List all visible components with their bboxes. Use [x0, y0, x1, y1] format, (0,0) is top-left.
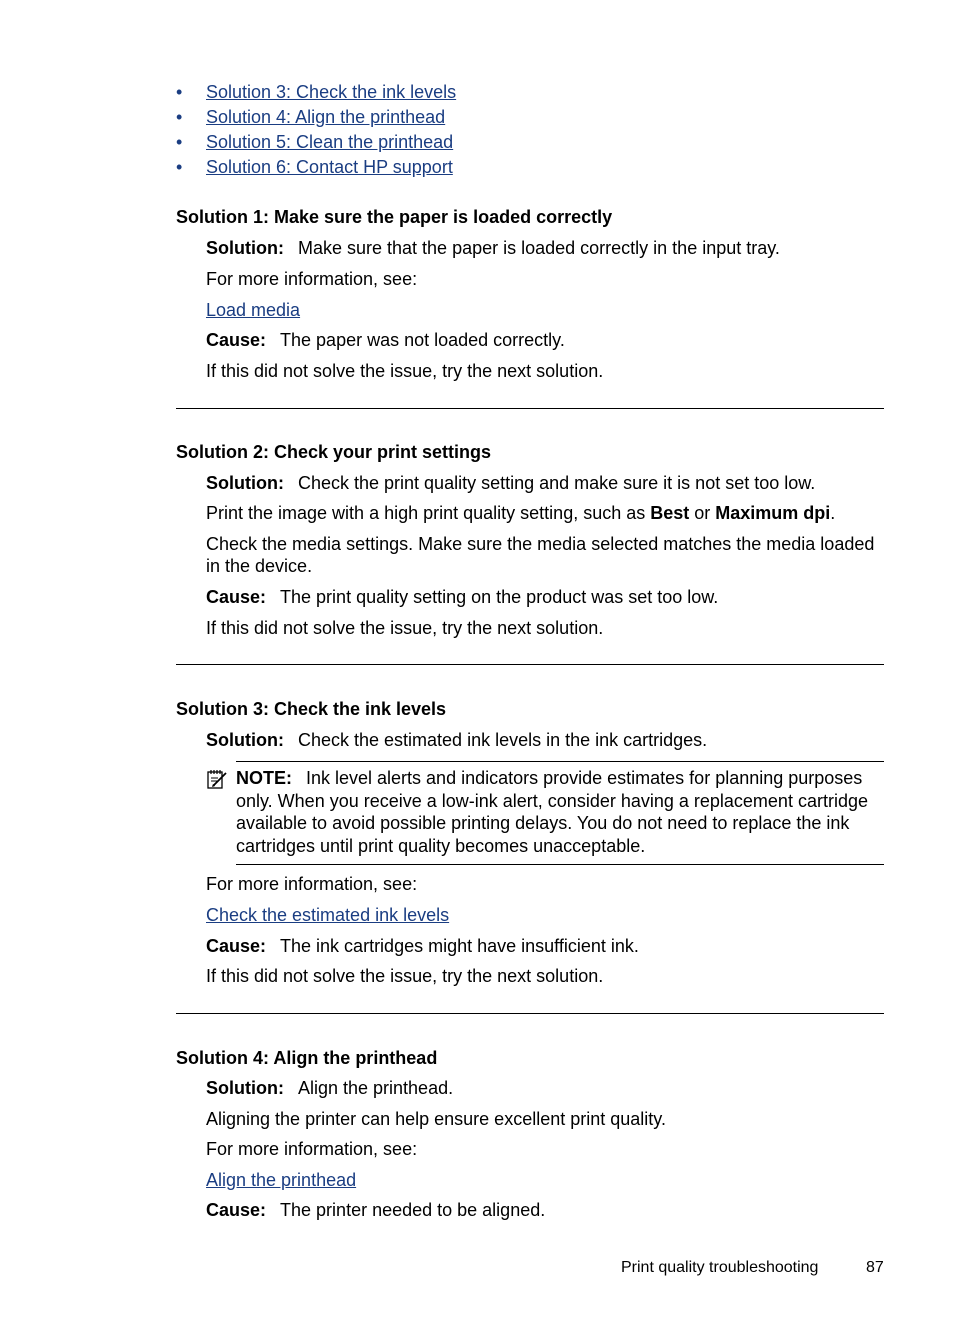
solution-2-heading: Solution 2: Check your print settings	[176, 442, 492, 462]
next-solution-text: If this did not solve the issue, try the next solution.	[206, 618, 604, 638]
print-quality-pre: Print the image with a high print quality setting, such as	[206, 503, 651, 523]
bullet: •	[176, 107, 183, 127]
note-label: NOTE:	[236, 768, 292, 788]
cause-label: Cause:	[206, 936, 267, 956]
solution-4-heading: Solution 4: Align the printhead	[176, 1048, 438, 1068]
note-text	[236, 767, 886, 858]
next-solution-text: If this did not solve the issue, try the next solution.	[206, 966, 604, 986]
page-number: 87	[866, 1259, 884, 1276]
solution-label: Solution:	[206, 730, 284, 750]
footer-section-title: Print quality troubleshooting	[621, 1259, 819, 1276]
period: .	[830, 503, 836, 523]
bullet: •	[176, 157, 183, 177]
list-item	[176, 105, 456, 130]
note-bottom-rule	[236, 864, 884, 865]
note-body: Ink level alerts and indicators provide estimates for planning purposes only. When you receive a low-ink alert, consider having a replacement cartridge available to avoid possible printing delays. You do not need to replace the ink cartridges until print quality becomes unacceptable.	[236, 768, 868, 857]
best-option: Best	[650, 503, 690, 523]
solution-2-cause	[206, 586, 886, 608]
note-icon	[206, 768, 228, 790]
solution-label: Solution:	[206, 238, 284, 258]
solution-3-cause-body: The ink cartridges might have insufficient ink.	[280, 936, 639, 956]
section-divider	[176, 664, 884, 665]
solution-label: Solution:	[206, 473, 284, 493]
cause-label: Cause:	[206, 1200, 267, 1220]
solution-1-heading: Solution 1: Make sure the paper is loaded correctly	[176, 207, 613, 227]
section-divider	[176, 1013, 884, 1014]
cause-label: Cause:	[206, 587, 267, 607]
solution-label: Solution:	[206, 1078, 284, 1098]
solution-3-text	[206, 729, 886, 751]
solution-2-text	[206, 472, 886, 494]
section-divider	[176, 408, 884, 409]
solution-4-body: Align the printhead.	[297, 1078, 454, 1098]
solution-2-cause-body: The print quality setting on the product was set too low.	[280, 587, 719, 607]
more-info-text: For more information, see:	[206, 1139, 418, 1159]
link-solution-5[interactable]: Solution 5: Clean the printhead	[206, 132, 454, 152]
list-item	[176, 130, 456, 155]
more-info-text: For more information, see:	[206, 874, 418, 894]
link-check-ink-row	[206, 904, 886, 926]
maximum-dpi-option: Maximum dpi	[715, 503, 831, 523]
solution-1-cause-body: The paper was not loaded correctly.	[280, 330, 565, 350]
link-solution-3[interactable]: Solution 3: Check the ink levels	[206, 82, 457, 102]
print-quality-text	[206, 502, 886, 524]
solution-link-list	[176, 80, 456, 180]
note-top-rule	[236, 761, 884, 762]
link-solution-6[interactable]: Solution 6: Contact HP support	[206, 157, 453, 177]
solution-4-cause	[206, 1199, 886, 1221]
list-item	[176, 80, 456, 105]
cause-label: Cause:	[206, 330, 267, 350]
link-align-the-printhead[interactable]: Align the printhead	[206, 1170, 357, 1190]
media-settings-text: Check the media settings. Make sure the media selected matches the media loaded in the device.	[206, 534, 875, 576]
solution-3-body: Check the estimated ink levels in the ink cartridges.	[297, 730, 708, 750]
link-align-row	[206, 1169, 886, 1191]
link-load-media-row	[206, 299, 886, 321]
bullet: •	[176, 82, 183, 102]
or-text: or	[689, 503, 716, 523]
solution-4-text	[206, 1077, 886, 1099]
solution-2-body: Check the print quality setting and make sure it is not set too low.	[297, 473, 816, 493]
list-item	[176, 155, 456, 180]
link-check-estimated-ink-levels[interactable]: Check the estimated ink levels	[206, 905, 450, 925]
solution-1-text	[206, 237, 886, 259]
solution-3-heading: Solution 3: Check the ink levels	[176, 699, 447, 719]
bullet: •	[176, 132, 183, 152]
solution-1-cause	[206, 329, 886, 351]
link-load-media[interactable]: Load media	[206, 300, 301, 320]
aligning-text: Aligning the printer can help ensure excellent print quality.	[206, 1109, 666, 1129]
solution-4-cause-body: The printer needed to be aligned.	[280, 1200, 546, 1220]
solution-3-cause	[206, 935, 886, 957]
next-solution-text: If this did not solve the issue, try the next solution.	[206, 361, 604, 381]
more-info-text: For more information, see:	[206, 269, 418, 289]
solution-1-body: Make sure that the paper is loaded correctly in the input tray.	[297, 238, 780, 258]
link-solution-4[interactable]: Solution 4: Align the printhead	[206, 107, 446, 127]
